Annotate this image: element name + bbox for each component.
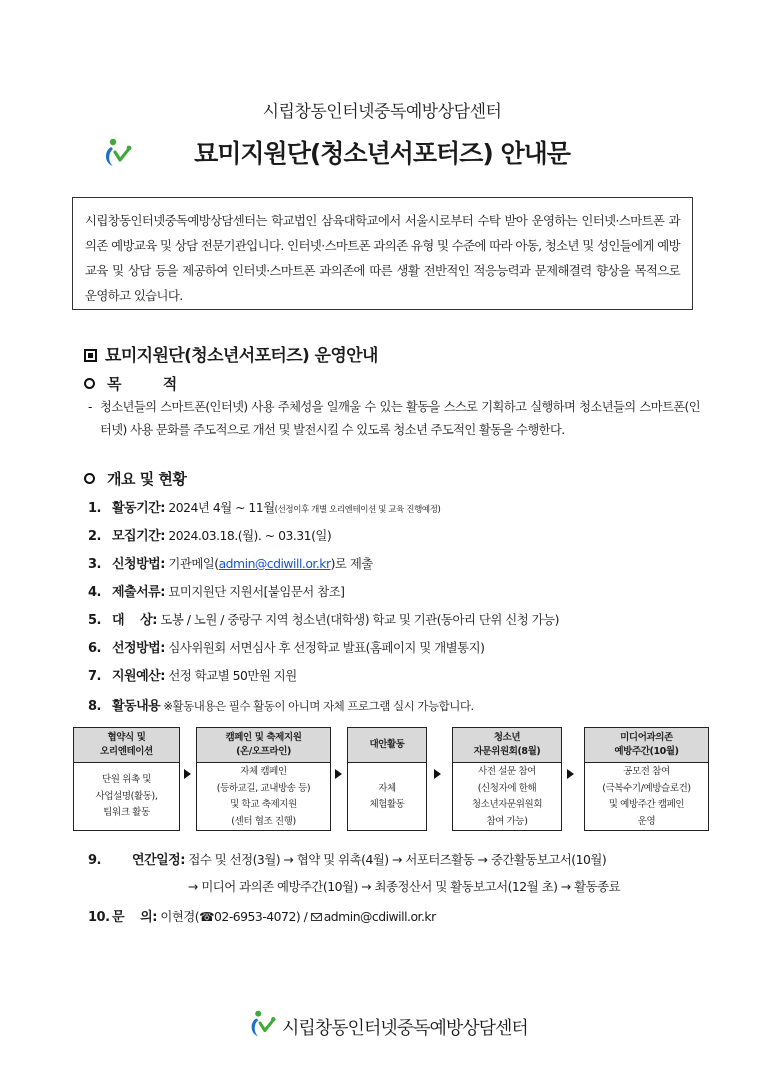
square-bullet-icon — [84, 349, 97, 362]
flow-step-body: 자체 체험활동 — [369, 782, 405, 810]
item-value: 묘미지원단 지원서[붙임문서 참조] — [164, 584, 345, 599]
item-key: 제출서류: — [112, 585, 165, 600]
item-activity-period — [88, 497, 440, 516]
item-recruit-period — [88, 525, 331, 544]
item-value: 2024년 4월 ~ 11월 — [164, 500, 275, 515]
item-key: 대 상: — [112, 613, 157, 628]
flow-step-header: 캠페인 및 축제지원 (온/오프라인) — [197, 728, 330, 763]
item-value: 2024.03.18.(월). ~ 03.31(일) — [164, 528, 332, 543]
item-number: 7. — [88, 669, 101, 684]
item-target — [88, 609, 559, 628]
flow-step-body: 사전 설문 참여 (신청자에 한해 청소년자문위원회 참여 가능) — [471, 766, 543, 827]
activity-flow — [73, 727, 709, 831]
item-value: 기관메일( — [164, 556, 219, 571]
purpose-title — [84, 373, 195, 394]
item-number: 10. — [88, 910, 110, 925]
item-key: 활동내용 — [112, 699, 161, 714]
circle-bullet-icon — [84, 473, 95, 484]
purpose-dash: - — [88, 400, 92, 414]
center-logo-icon — [246, 1008, 278, 1040]
schedule-line-1: 접수 및 선정(3월) → 협약 및 위촉(4월) → 서포터즈활동 → 중간활동보고서(10월) — [184, 852, 607, 867]
flow-step-header: 대안활동 — [348, 728, 426, 763]
flow-step-header: 미디어과의존 예방주간(10월) — [585, 728, 708, 763]
section-title-text: 묘미지원단(청소년서포터즈) 운영안내 — [105, 346, 378, 366]
overview-title-text: 개요 및 현황 — [107, 470, 187, 488]
flow-step-body: 단원 위촉 및 사업설명(활동), 팀워크 활동 — [95, 774, 158, 819]
item-documents — [88, 581, 345, 600]
flow-step-body: 자체 캠페인 (등하교길, 교내방송 등) 및 학교 축제지원 (센터 협조 진행) — [216, 766, 311, 827]
item-note: (선정이후 개별 오리엔테이션 및 교육 진행예정) — [274, 505, 441, 515]
item-number: 4. — [88, 585, 101, 600]
item-key: 활동기간: — [112, 501, 165, 516]
item-key: 문 의: — [112, 910, 157, 925]
intro-box: 시립창동인터넷중독예방상담센터는 학교법인 삼육대학교에서 서울시로부터 수탁 받아 운영하는 인터넷·스마트폰 과의존 예방교육 및 상담 전문기관입니다. 인터넷·스마트폰 과의존 유형 및 수준에 따라 아동, 청소년 및 성인들에게 예방교육 및 상담 등을 제공하여 인터넷·스마트폰 과의존에 따른 생활 전반적인 적응능력과 문제해결력 향상을 목적으로 운영하고 있습니다. — [72, 197, 693, 310]
item-schedule — [88, 849, 606, 868]
item-number: 1. — [88, 501, 101, 516]
contact-email[interactable]: admin@cdiwill.or.kr — [323, 909, 436, 924]
item-value: 심사위원회 서면심사 후 선정학교 발표(홈페이지 및 개별통지) — [164, 640, 485, 655]
arrow-right-icon — [567, 769, 574, 779]
item-number: 3. — [88, 557, 101, 572]
flow-step-header: 협약식 및 오리엔테이션 — [74, 728, 179, 763]
flow-step-body: 공모전 참여 (극복수기/예방슬로건) 및 예방주간 캠페인 운영 — [602, 766, 691, 827]
flow-step — [452, 727, 562, 831]
footer — [0, 1008, 764, 1044]
item-value: ※활동내용은 필수 활동이 아니며 자체 프로그램 실시 가능합니다. — [160, 699, 474, 713]
contact-separator: ) / — [295, 909, 311, 924]
item-number: 8. — [88, 699, 101, 714]
arrow-right-icon — [335, 769, 342, 779]
email-link[interactable]: admin@cdiwill.or.kr — [218, 556, 331, 571]
contact-phone: 02-6953-4072 — [214, 909, 296, 924]
item-budget — [88, 665, 297, 684]
flow-step — [73, 727, 180, 831]
item-value: 도봉 / 노원 / 중랑구 지역 청소년(대학생) 학교 및 기관(동아리 단위 신청 가능) — [156, 612, 559, 627]
phone-icon: ☎ — [199, 909, 215, 924]
purpose-title-text: 목 적 — [107, 375, 196, 393]
page-title: 묘미지원단(청소년서포터즈) 안내문 — [194, 139, 570, 168]
item-number: 2. — [88, 529, 101, 544]
item-activities — [88, 695, 474, 714]
item-number: 6. — [88, 641, 101, 656]
item-contact — [88, 906, 436, 925]
item-apply-method — [88, 553, 373, 572]
flow-step — [347, 727, 427, 831]
mail-icon — [311, 913, 322, 921]
arrow-right-icon — [434, 769, 441, 779]
contact-name: 이현경( — [156, 909, 200, 924]
overview-title — [84, 468, 186, 489]
title-row — [0, 132, 764, 176]
item-value: )로 제출 — [330, 556, 373, 571]
org-header: 시립창동인터넷중독예방상담센터 — [262, 102, 502, 122]
section-title — [84, 341, 378, 366]
schedule-line-2: → 미디어 과의존 예방주간(10월) → 최종정산서 및 활동보고서(12월 초) → 활동종료 — [188, 879, 621, 894]
item-key: 신청방법: — [112, 557, 165, 572]
arrow-right-icon — [184, 769, 191, 779]
item-value: 선정 학교별 50만원 지원 — [164, 668, 297, 683]
purpose-body: 청소년들의 스마트폰(인터넷) 사용 주체성을 일깨울 수 있는 활동을 스스로 기획하고 실행하며 청소년들의 스마트폰(인터넷) 사용 문화를 주도적으로 개선 및 발전시킬 수 있도록 청소년 주도적인 활동을 수행한다. — [100, 400, 700, 437]
footer-org-name: 시립창동인터넷중독예방상담센터 — [282, 1018, 528, 1039]
item-selection — [88, 637, 484, 656]
item-number: 5. — [88, 613, 101, 628]
flow-step — [584, 727, 709, 831]
item-key: 모집기간: — [112, 529, 165, 544]
item-key: 지원예산: — [112, 669, 165, 684]
purpose-text — [88, 396, 700, 442]
item-key: 연간일정: — [132, 853, 185, 868]
item-number: 9. — [88, 853, 101, 868]
item-key: 선정방법: — [112, 641, 165, 656]
flow-step-header: 청소년 자문위원회(8월) — [453, 728, 561, 763]
circle-bullet-icon — [84, 378, 95, 389]
flow-step — [196, 727, 331, 831]
